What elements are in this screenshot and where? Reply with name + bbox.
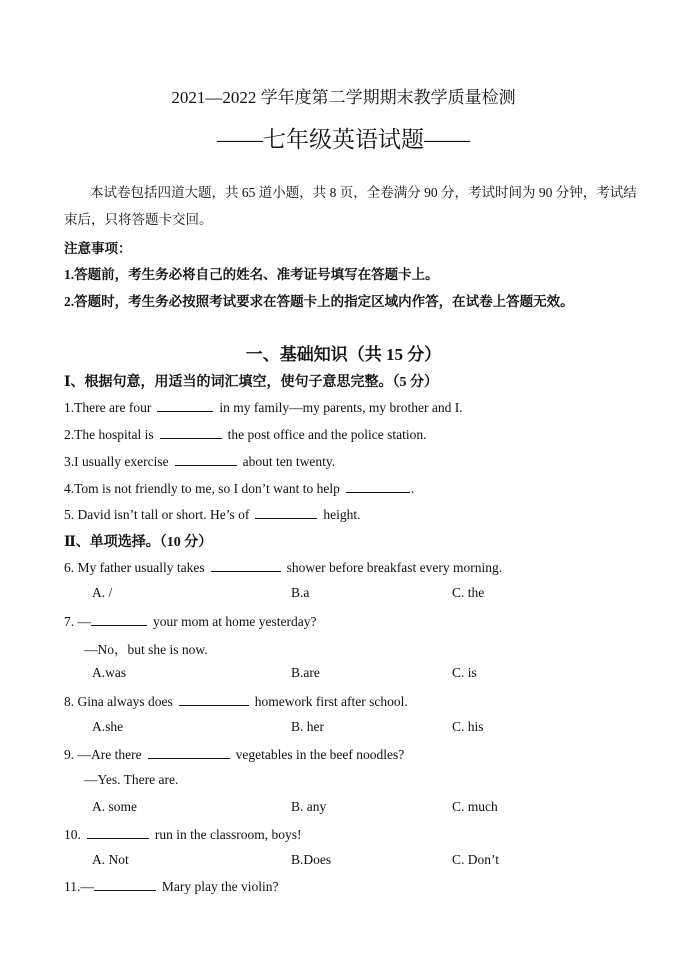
question-text: 10. bbox=[64, 827, 81, 842]
question-text: run in the classroom, boys! bbox=[154, 827, 302, 842]
question-7 bbox=[64, 612, 316, 630]
note-2: 2.答题时，考生务必按照考试要求在答题卡上的指定区域内作答，在试卷上答题无效。 bbox=[64, 294, 574, 309]
question-11 bbox=[64, 877, 278, 895]
notes-heading: 注意事项： bbox=[64, 241, 132, 256]
question-text: 4.Tom is not friendly to me, so I don’t want to help bbox=[64, 481, 340, 496]
question-text: in my family—my parents, my brother and I. bbox=[219, 400, 463, 415]
question-text: 11.— bbox=[64, 879, 94, 894]
option-b[interactable]: B.are bbox=[291, 665, 320, 680]
option-a[interactable]: A.was bbox=[92, 665, 127, 680]
question-3 bbox=[64, 452, 335, 470]
note-1: 1.答题前，考生务必将自己的姓名、准考证号填写在答题卡上。 bbox=[64, 267, 439, 282]
part1-heading: Ⅰ、根据句意，用适当的词汇填空，使句子意思完整。（5 分） bbox=[64, 375, 439, 390]
answer-blank[interactable] bbox=[157, 398, 213, 412]
question-text: 2.The hospital is bbox=[64, 427, 154, 442]
question-text: 3.I usually exercise bbox=[64, 454, 169, 469]
option-a[interactable]: A. Not bbox=[92, 852, 129, 867]
answer-blank[interactable] bbox=[160, 425, 222, 439]
question-1 bbox=[64, 398, 463, 416]
answer-blank[interactable] bbox=[91, 612, 147, 626]
answer-blank[interactable] bbox=[148, 745, 230, 759]
option-c[interactable]: C. his bbox=[452, 719, 484, 734]
answer-blank[interactable] bbox=[175, 452, 237, 466]
question-text: 6. My father usually takes bbox=[64, 560, 205, 575]
question-text: homework first after school. bbox=[254, 694, 408, 709]
option-c[interactable]: C. much bbox=[452, 799, 498, 814]
answer-blank[interactable] bbox=[179, 692, 249, 706]
paper-title: ——七年级英语试题—— bbox=[217, 127, 470, 152]
question-4 bbox=[64, 479, 414, 497]
option-c[interactable]: C. the bbox=[452, 585, 485, 600]
question-text: about ten twenty. bbox=[242, 454, 336, 469]
question-8 bbox=[64, 692, 408, 710]
question-text: shower before breakfast every morning. bbox=[286, 560, 503, 575]
question-text: . bbox=[410, 481, 415, 496]
question-text: 1.There are four bbox=[64, 400, 152, 415]
question-text: 8. Gina always does bbox=[64, 694, 173, 709]
question-9-reply: —Yes. There are. bbox=[84, 772, 179, 787]
question-2 bbox=[64, 425, 426, 443]
question-text: 9. —Are there bbox=[64, 747, 142, 762]
option-b[interactable]: B.a bbox=[291, 585, 310, 600]
question-text: vegetables in the beef noodles? bbox=[235, 747, 405, 762]
answer-blank[interactable] bbox=[255, 505, 317, 519]
answer-blank[interactable] bbox=[211, 558, 281, 572]
question-text: your mom at home yesterday? bbox=[153, 614, 317, 629]
question-text: Mary play the violin? bbox=[161, 879, 279, 894]
option-b[interactable]: B. any bbox=[291, 799, 327, 814]
intro-paragraph: 本试卷包括四道大题，共 65 道小题，共 8 页，全卷满分 90 分，考试时间为 90 分钟，考试结束后，只将答题卡交回。 bbox=[64, 185, 637, 227]
part2-heading: Ⅱ、单项选择。（10 分） bbox=[64, 535, 213, 550]
option-b[interactable]: B. her bbox=[291, 719, 324, 734]
question-text: the post office and the police station. bbox=[227, 427, 427, 442]
question-text: height. bbox=[323, 507, 361, 522]
option-b[interactable]: B.Does bbox=[291, 852, 332, 867]
answer-blank[interactable] bbox=[346, 479, 410, 493]
question-9 bbox=[64, 745, 404, 763]
question-10 bbox=[64, 825, 301, 843]
answer-blank[interactable] bbox=[87, 825, 149, 839]
section-title: 一、基础知识（共 15 分） bbox=[245, 345, 442, 364]
option-c[interactable]: C. is bbox=[452, 665, 477, 680]
question-6 bbox=[64, 558, 502, 576]
answer-blank[interactable] bbox=[94, 877, 156, 891]
option-a[interactable]: A. / bbox=[92, 585, 113, 600]
option-c[interactable]: C. Don’t bbox=[452, 852, 500, 867]
question-5 bbox=[64, 505, 360, 523]
exam-term-title: 2021—2022 学年度第二学期期末教学质量检测 bbox=[171, 88, 516, 107]
question-7-reply: —No，but she is now. bbox=[84, 642, 208, 657]
option-a[interactable]: A. some bbox=[92, 799, 137, 814]
question-text: 7. — bbox=[64, 614, 91, 629]
option-a[interactable]: A.she bbox=[92, 719, 124, 734]
question-text: 5. David isn’t tall or short. He’s of bbox=[64, 507, 250, 522]
